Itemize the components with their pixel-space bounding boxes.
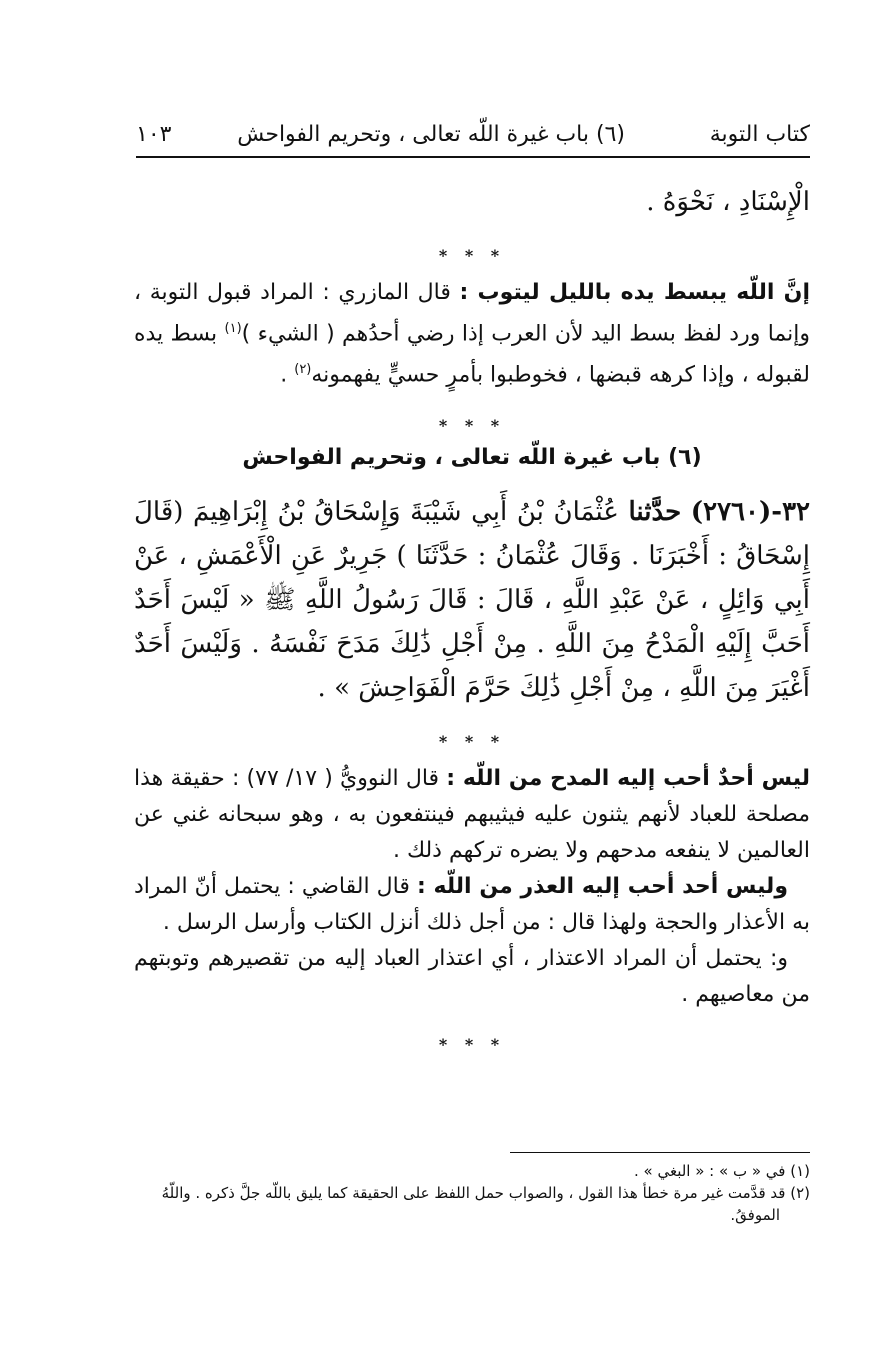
chapter-header: (٦) باب غيرة اللّه تعالى ، وتحريم الفواحش bbox=[237, 122, 625, 147]
section-separator: * * * bbox=[438, 415, 506, 435]
commentary-paragraph: و: يحتمل أن المراد الاعتذار ، أي اعتذار العباد إليه من تقصيرهم وتوبتهم من معاصيهم . bbox=[134, 945, 810, 1007]
footnote-divider bbox=[510, 1152, 810, 1153]
page-body bbox=[134, 180, 810, 1064]
continued-line: الْإِسْنَادِ ، نَحْوَهُ . bbox=[646, 187, 810, 217]
book-title: كتاب التوبة bbox=[709, 122, 810, 147]
commentary-lead: وليس أحد أحب إليه العذر من اللّه : bbox=[416, 873, 788, 899]
running-header bbox=[136, 118, 810, 158]
commentary-text: قال المازري : المراد قبول التوبة ، وإنما ورد لفظ بسط اليد لأن العرب إذا رضي أحدُهم ( الشيء ) bbox=[134, 280, 810, 347]
footnotes bbox=[134, 1160, 810, 1226]
footnote: (١) في « ب » : « البغي » . bbox=[633, 1162, 810, 1180]
commentary-text: قال القاضي : يحتمل أنّ المراد به الأعذار والحجة ولهذا قال : من أجل ذلك أنزل الكتاب وأرسل الرسل . bbox=[134, 873, 810, 935]
commentary-paragraph bbox=[134, 869, 810, 941]
commentary-paragraph bbox=[134, 275, 810, 394]
footnote-marker[interactable]: (١) bbox=[224, 321, 242, 336]
commentary-lead: إنَّ اللّه يبسط يده بالليل ليتوب : bbox=[459, 280, 810, 305]
chapter-title: (٦) باب غيرة اللّه تعالى ، وتحريم الفواحش bbox=[242, 444, 702, 470]
section-separator: * * * bbox=[438, 246, 506, 265]
commentary-text: قال النوويُّ ( ١٧/ ٧٧) : حقيقة هذا مصلحة للعباد لأنهم يثنون عليه فيثيبهم فينتفعون به ، وهو سبحانه غني عن العالمين لا ينفعه مدحهم ولا يضره تركهم ذلك . bbox=[134, 765, 810, 863]
section-separator: * * * bbox=[438, 731, 506, 751]
hadith-number: ٣٢-(٢٧٦٠) bbox=[690, 496, 810, 527]
hadith-paragraph bbox=[134, 490, 810, 710]
footnote: (٢) قد قدَّمت غير مرة خطأ هذا القول ، والصواب حمل اللفظ على الحقيقة كما يليق باللّه جلَّ ذكره . واللّهُ الموفقُ. bbox=[161, 1184, 810, 1224]
hadith-opening: حدَّثنا bbox=[628, 496, 682, 527]
page-number: ١٠٣ bbox=[136, 122, 172, 147]
footnote-marker[interactable]: (٢) bbox=[294, 362, 312, 378]
commentary-text: بسط يده لقبوله ، وإذا كرهه قبضها ، فخوطبوا بأمرٍ حسيٍّ يفهمونه bbox=[134, 321, 810, 388]
commentary-paragraph bbox=[134, 761, 810, 869]
commentary-lead: ليس أحدٌ أحب إليه المدح من اللّه : bbox=[446, 765, 810, 791]
section-separator: * * * bbox=[438, 1034, 506, 1054]
hadith-text: عُثْمَانُ بْنُ أَبِي شَيْبَةَ وَإِسْحَاقُ بْنُ إِبْرَاهِيمَ (قَالَ إِسْحَاقُ : أَخْبَرَنَا . وَقَالَ عُثْمَانُ : حَدَّثَنَا ) جَرِيرٌ عَنِ الْأَعْمَشِ ، عَنْ أَبِي وَائِلٍ ، عَنْ عَبْدِ اللَّهِ ، قَالَ : قَالَ رَسُولُ اللَّهِ ﷺ « لَيْسَ أَحَدٌ أَحَبَّ إِلَيْهِ الْمَدْحُ مِنَ اللَّهِ . مِنْ أَجْلِ ذَٰلِكَ مَدَحَ نَفْسَهُ . وَلَيْسَ أَحَدٌ أَغْيَرَ مِنَ اللَّهِ ، مِنْ أَجْلِ ذَٰلِكَ حَرَّمَ الْفَوَاحِشَ » . bbox=[134, 496, 810, 703]
commentary-text: . bbox=[280, 362, 295, 388]
